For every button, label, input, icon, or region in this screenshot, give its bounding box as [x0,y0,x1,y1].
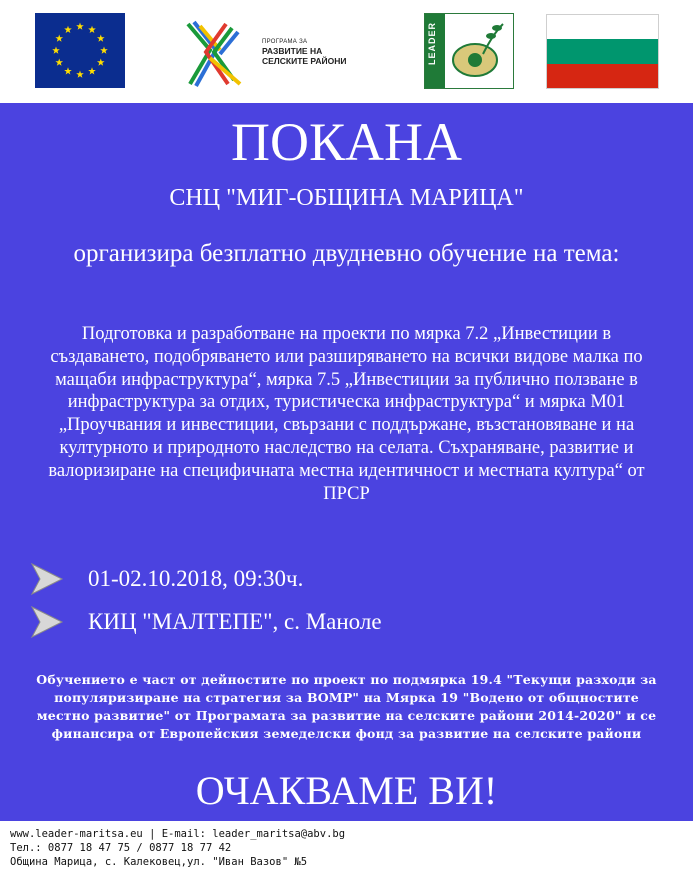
invitation-title: ПОКАНА [230,112,462,172]
training-topic-description: Подготовка и разработване на проекти по мярка 7.2 „Инвестиции в създаването, подобряването или разширяването на всички видове малка по мащаби инфраструктура“, мярка 7.5 „Инвестиции за публично ползване в инфраструктура за отдих, туристическа инфраструктура“ и мярка М01 „Проучвания и инвестиции, свързани с поддържане, възстановяване и на културното и природното наследство на селата. Съхраняване, развитие и валоризиране на специфичната местна идентичност и местната култура“ от ПРСР [48,324,645,504]
flag-white-stripe [547,15,658,39]
eu-flag-logo [35,13,125,88]
prsr-emblem-icon [180,18,260,90]
leader-logo-text: LEADER [427,22,437,66]
eu-star [64,67,72,74]
invitation-panel [0,103,693,821]
eu-star [76,71,84,78]
footer-address: Община Марица, с. Калековец,ул. "Иван Вазов" №5 [10,856,308,868]
eu-star [55,35,63,42]
eu-star [52,47,60,54]
arrow-bullet-icon [30,605,64,639]
eu-stars-icon [35,13,125,88]
leader-logo [424,13,514,89]
flag-green-stripe [547,39,658,63]
eu-star [88,26,96,33]
organizer-name: СНЦ "МИГ-ОБЩИНА МАРИЦА" [169,185,524,211]
footer-phone: Тел.: 0877 18 47 75 / 0877 18 77 42 [10,842,232,854]
leader-seed-icon [445,14,513,88]
eu-star [97,59,105,66]
date-row [30,562,630,596]
footer-web-email: www.leader-maritsa.eu | E-mail: leader_maritsa@abv.bg [10,828,346,840]
arrow-bullet-icon [30,562,64,596]
leader-strip [425,14,445,88]
training-intro: организира безплатно двудневно обучение на тема: [73,240,620,267]
funding-note: Обучението е част от дейностите по проект по подмярка 19.4 "Текущи разходи за популяризиране на стратегия за ВОМР" на Мярка 19 "Водено от общностите местно развитие" от Програмата за развитие на селските райони 2014-2020" и се финансира от Европейския земеделски фонд за развитие на селските райони [36,672,657,741]
eu-star [55,59,63,66]
event-date-time: 01-02.10.2018, 09:30ч. [88,566,304,591]
eu-star [97,35,105,42]
eu-star [64,26,72,33]
logo-header [0,0,693,103]
prsr-logo-line3: СЕЛСКИТЕ РАЙОНИ [262,56,347,66]
rural-development-programme-logo [180,18,355,90]
prsr-logo-line1: ПРОГРАМА ЗА [262,39,308,45]
venue-row [30,605,630,639]
eu-star [100,47,108,54]
eu-star [88,67,96,74]
eu-star [76,23,84,30]
closing-slogan: ОЧАКВАМЕ ВИ! [195,768,498,813]
prsr-logo-line2: РАЗВИТИЕ НА [262,46,323,56]
event-venue: КИЦ "МАЛТЕПЕ", с. Маноле [88,609,382,634]
contact-footer [10,827,690,869]
bulgarian-flag-logo [546,14,659,89]
flag-red-stripe [547,64,658,88]
